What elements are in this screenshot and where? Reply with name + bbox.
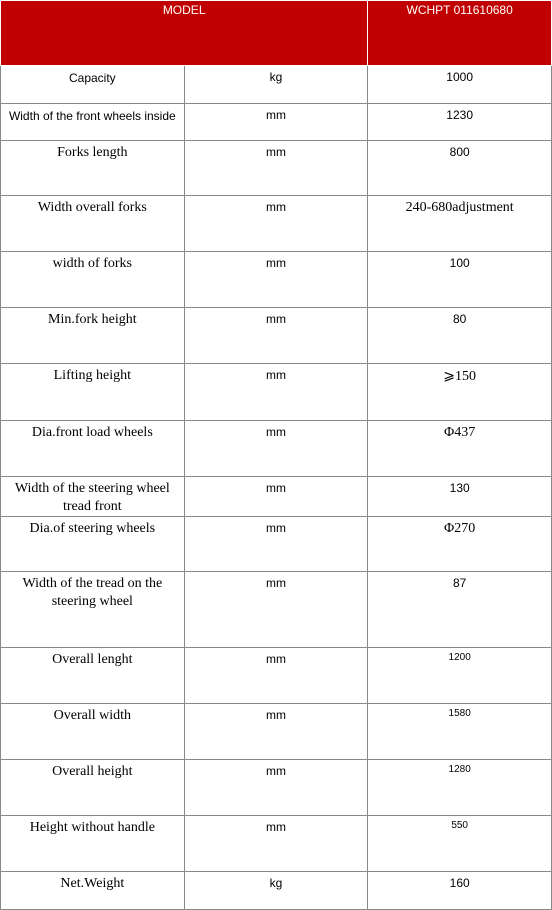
unit-front-wheels-width: mm [184, 104, 368, 141]
model-value: WCHPT 011610680 [368, 1, 552, 66]
value-tread-on-steering-wheel: 87 [368, 572, 552, 648]
unit-width-of-forks: mm [184, 252, 368, 308]
param-overall-length: Overall lenght [1, 648, 185, 704]
value-forks-length: 800 [368, 141, 552, 196]
value-dia-front-load-wheels: Φ437 [368, 421, 552, 477]
param-steering-wheel-tread-front: Width of the steering wheel tread front [1, 477, 185, 517]
unit-width-overall-forks: mm [184, 196, 368, 252]
unit-net-weight: kg [184, 872, 368, 910]
param-min-fork-height: Min.fork height [1, 308, 185, 364]
table-row [1, 252, 552, 308]
table-row [1, 760, 552, 816]
param-dia-front-load-wheels: Dia.front load wheels [1, 421, 185, 477]
table-row [1, 104, 552, 141]
param-overall-width: Overall width [1, 704, 185, 760]
value-capacity: 1000 [368, 66, 552, 104]
value-overall-length: 1200 [368, 648, 552, 704]
table-row [1, 648, 552, 704]
unit-overall-length: mm [184, 648, 368, 704]
param-lifting-height: Lifting height [1, 364, 185, 421]
param-tread-on-steering-wheel: Width of the tread on the steering wheel [1, 572, 185, 648]
value-front-wheels-width: 1230 [368, 104, 552, 141]
param-capacity: Capacity [1, 66, 185, 104]
param-net-weight: Net.Weight [1, 872, 185, 910]
table-row [1, 816, 552, 872]
table-row [1, 704, 552, 760]
unit-overall-width: mm [184, 704, 368, 760]
unit-lifting-height: mm [184, 364, 368, 421]
table-row [1, 364, 552, 421]
unit-tread-on-steering-wheel: mm [184, 572, 368, 648]
value-min-fork-height: 80 [368, 308, 552, 364]
unit-dia-steering-wheels: mm [184, 517, 368, 572]
unit-steering-wheel-tread-front: mm [184, 477, 368, 517]
table-row [1, 572, 552, 648]
param-dia-steering-wheels: Dia.of steering wheels [1, 517, 185, 572]
unit-height-without-handle: mm [184, 816, 368, 872]
unit-capacity: kg [184, 66, 368, 104]
param-forks-length: Forks length [1, 141, 185, 196]
table-row [1, 477, 552, 517]
value-width-of-forks: 100 [368, 252, 552, 308]
param-width-of-forks: width of forks [1, 252, 185, 308]
table-row [1, 66, 552, 104]
param-height-without-handle: Height without handle [1, 816, 185, 872]
header-row [1, 1, 552, 66]
table-row [1, 141, 552, 196]
table-row [1, 421, 552, 477]
value-net-weight: 160 [368, 872, 552, 910]
value-dia-steering-wheels: Φ270 [368, 517, 552, 572]
model-label: MODEL [1, 1, 368, 66]
unit-dia-front-load-wheels: mm [184, 421, 368, 477]
value-lifting-height: ⩾150 [368, 364, 552, 421]
table-row [1, 196, 552, 252]
value-overall-height: 1280 [368, 760, 552, 816]
value-width-overall-forks: 240-680adjustment [368, 196, 552, 252]
unit-min-fork-height: mm [184, 308, 368, 364]
value-height-without-handle: 550 [368, 816, 552, 872]
unit-overall-height: mm [184, 760, 368, 816]
param-width-overall-forks: Width overall forks [1, 196, 185, 252]
table-row [1, 308, 552, 364]
table-row [1, 517, 552, 572]
param-front-wheels-width: Width of the front wheels inside [1, 104, 185, 141]
unit-forks-length: mm [184, 141, 368, 196]
value-overall-width: 1580 [368, 704, 552, 760]
param-overall-height: Overall height [1, 760, 185, 816]
value-steering-wheel-tread-front: 130 [368, 477, 552, 517]
